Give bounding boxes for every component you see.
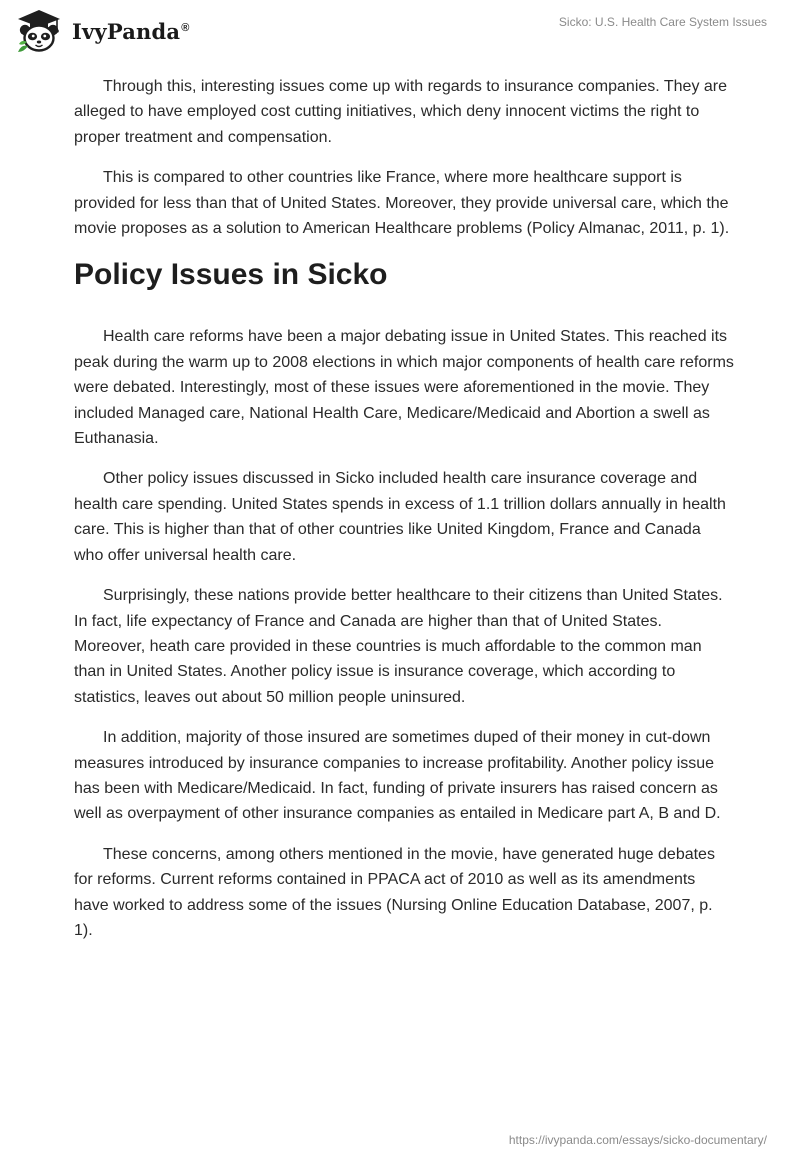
source-url-link[interactable]: https://ivypanda.com/essays/sicko-documentary/ <box>508 1133 767 1147</box>
paragraph: Other policy issues discussed in Sicko included health care insurance coverage and health care spending. United States spends in excess of 1.1 trillion dollars annually in health care. This is higher than that of other countries like United Kingdom, France and Canada who offer universal health care. <box>74 470 726 564</box>
paragraph: This is compared to other countries like France, where more healthcare support is provided for less than that of United States. Moreover, they provide universal care, which the movie proposes as a solution to American Healthcare problems (Policy Almanac, 2011, p. 1). <box>74 169 730 238</box>
panda-graduate-icon <box>16 8 62 54</box>
article-body <box>74 74 734 958</box>
paragraph: Health care reforms have been a major debating issue in United States. This reached its peak during the warm up to 2008 elections in which major components of health care reforms were debated. Interestingly, most of these issues were aforementioned in the movie. They included Managed care, National Health Care, Medicare/Medicaid and Abortion a swell as Euthanasia. <box>74 328 734 448</box>
document-title: Sicko: U.S. Health Care System Issues <box>558 15 767 29</box>
brand-name <box>72 19 190 44</box>
ivypanda-logo[interactable] <box>16 8 190 54</box>
paragraph: In addition, majority of those insured are sometimes duped of their money in cut-down measures introduced by insurance companies to increase profitability. Another policy issue has been with Medicare/Medicaid. In fact, funding of private insurers has raised concern as well as overpayment of other insurance companies as entailed in Medicare part A, B and D. <box>74 729 721 823</box>
paragraph: Through this, interesting issues come up with regards to insurance companies. They are alleged to have employed cost cutting initiatives, which deny innocent victims the right to proper treatment and compensation. <box>74 78 728 146</box>
page-header <box>0 0 800 60</box>
registered-mark: ® <box>181 21 190 34</box>
paragraph: Surprisingly, these nations provide better healthcare to their citizens than United States. In fact, life expectancy of France and Canada are higher than that of United States. Moreover, heath care provided in these countries is much affordable to the common man than in United States. Another policy issue is insurance coverage, which according to statistics, leaves out about 50 million people uninsured. <box>74 587 723 706</box>
brand-name-text: IvyPanda <box>72 18 181 44</box>
section-heading: Policy Issues in Sicko <box>74 258 388 292</box>
paragraph: These concerns, among others mentioned in the movie, have generated huge debates for reforms. Current reforms contained in PPACA act of 2010 as well as its amendments have worked to address some of the issues (Nursing Online Education Database, 2007, p. 1). <box>74 845 715 939</box>
